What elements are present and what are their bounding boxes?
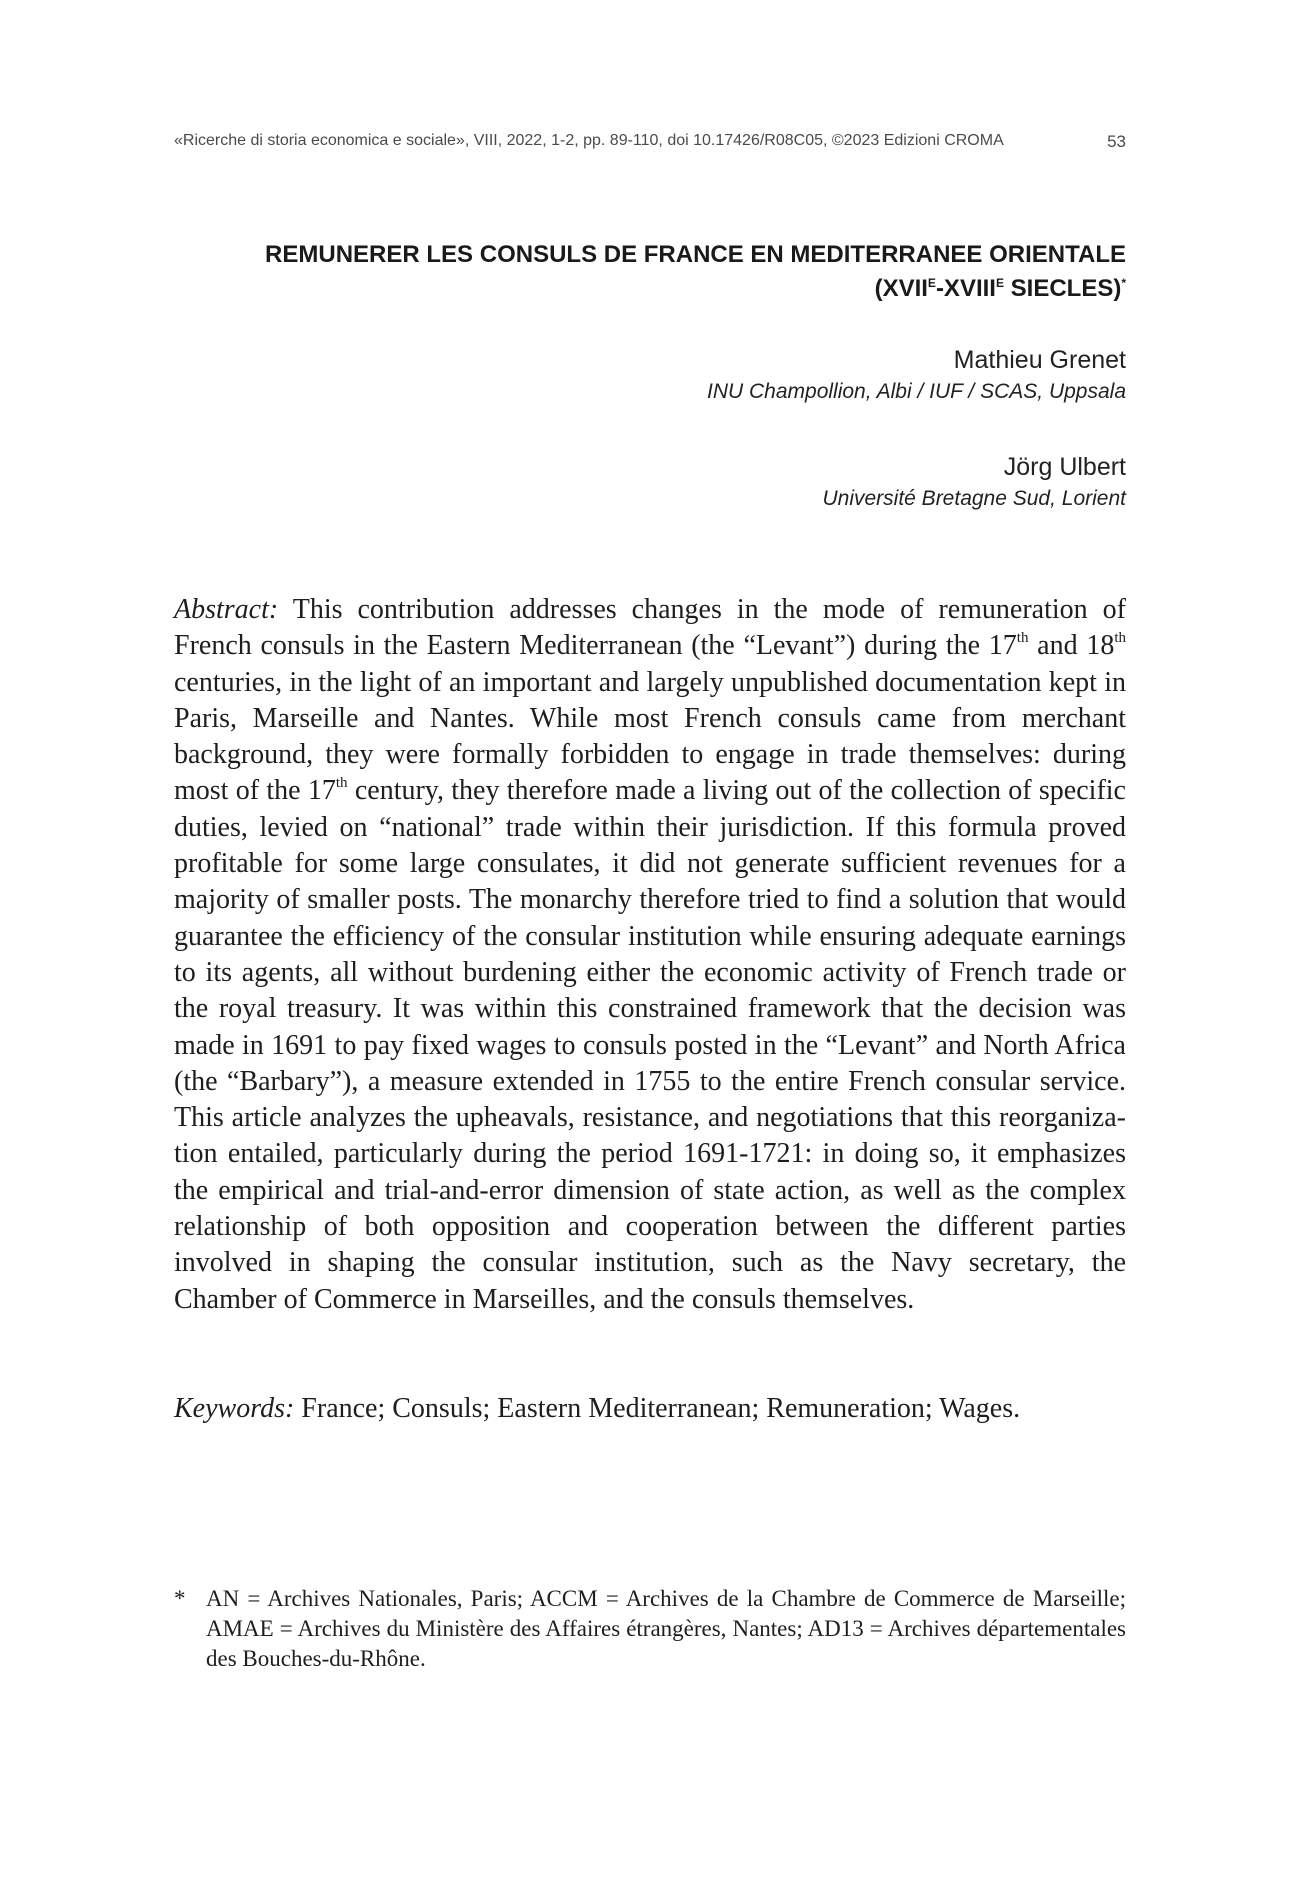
article-title bbox=[174, 238, 1126, 306]
title-superscript: E bbox=[927, 276, 936, 290]
author-block bbox=[707, 344, 1126, 408]
keywords-label: Keywords: bbox=[174, 1393, 295, 1424]
abstract-text: centuries, in the light of an important and largely unpublished documentation kept in Paris, Marseille and Nantes. While most French consuls came from merchant background, they were formally forbidden to engage in trade themselves: during most of the 17 bbox=[174, 666, 1126, 807]
keywords-text: France; Consuls; Eastern Mediterranean; Remuneration; Wages. bbox=[294, 1393, 1021, 1424]
keywords bbox=[174, 1391, 1126, 1427]
ordinal-suffix: th bbox=[335, 775, 348, 792]
abstract-label: Abstract: bbox=[174, 594, 279, 625]
title-part: -XVIII bbox=[935, 275, 996, 302]
abstract-text: and 18 bbox=[1028, 630, 1115, 662]
author-affiliation: INU Champollion, Albi / IUF / SCAS, Uppsala bbox=[707, 380, 1126, 403]
author-block bbox=[822, 451, 1126, 515]
author-name: Jörg Ulbert bbox=[1003, 453, 1126, 481]
ordinal-suffix: th bbox=[1114, 630, 1126, 647]
title-superscript: E bbox=[995, 276, 1004, 290]
author-affiliation: Université Bretagne Sud, Lorient bbox=[822, 487, 1126, 510]
title-line-1: REMUNERER LES CONSULS DE FRANCE EN MEDITERRANEE ORIENTALE bbox=[265, 241, 1126, 268]
abstract bbox=[174, 592, 1126, 1318]
footnote-reference: * bbox=[1121, 276, 1126, 290]
footnote bbox=[174, 1584, 1126, 1674]
title-part: SIECLES) bbox=[1003, 275, 1122, 302]
footnote-text: AN = Archives Nationales, Paris; ACCM = Archives de la Chambre de Commerce de Marseille; AMAE = Archives du Ministère des Affaires étrangères, Nantes; AD13 = Archives départementales des Bouches-du-Rhône. bbox=[206, 1586, 1126, 1671]
running-header bbox=[174, 132, 1126, 158]
page-number: 53 bbox=[1107, 132, 1126, 151]
footnote-mark: * bbox=[174, 1586, 186, 1611]
abstract-text: This contribution addresses changes in the mode of remuneration of French consuls in the Eastern Mediterranean (the “Levant”) during the 17 bbox=[174, 594, 1126, 662]
author-name: Mathieu Grenet bbox=[953, 346, 1126, 374]
title-line-2 bbox=[174, 272, 1126, 306]
ordinal-suffix: th bbox=[1016, 630, 1029, 647]
journal-citation: «Ricerche di storia economica e sociale», VIII, 2022, 1-2, pp. 89-110, doi 10.17426/R08C05, ©2023 Edizioni CROMA bbox=[174, 132, 1004, 149]
abstract-text: century, they therefore made a living out of the collection of specific duties, levied on “national” trade within their jurisdiction. If this formula proved profitable for some large consulates, it did not generate sufficient revenues for a majority of smaller posts. The monarchy therefore tried to find a solution that would guarantee the efficiency of the consular institution while ensuring adequate earnings to its agents, all without burdening either the economic activity of French trade or the royal treasury. It was within this constrained framework that the decision was made in 1691 to pay fixed wages to consuls posted in the “Levant” and North Africa (the “Barbary”), a measure extended in 1755 to the entire French consular service. This article analyzes the upheavals, resistance, and negotiations that this reorganization entailed, particularly during the period 1691-1721: in doing so, it emphasizes the empirical and trial-and-error dimension of state action, as well as the complex relationship of both opposition and cooperation between the different parties involved in shaping the consular institution, such as the Navy secretary, the Chamber of Commerce in Marseilles, and the consuls themselves. bbox=[174, 775, 1126, 1315]
title-part: (XVII bbox=[874, 275, 928, 302]
